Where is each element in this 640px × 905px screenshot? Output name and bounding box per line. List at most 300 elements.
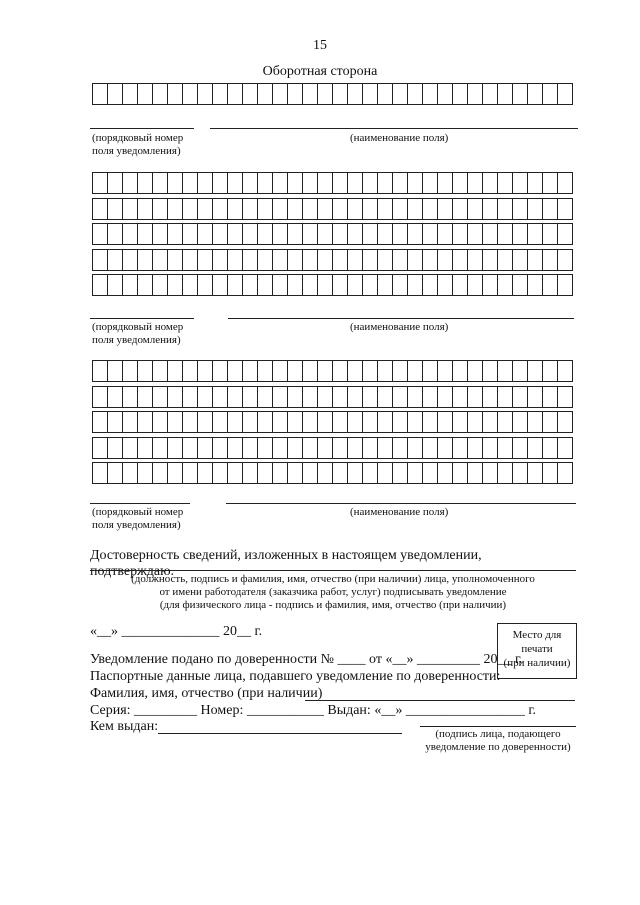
field-cell[interactable] <box>213 84 228 104</box>
field-cell[interactable] <box>543 84 558 104</box>
field-cell[interactable] <box>108 463 123 483</box>
field-cell[interactable] <box>123 412 138 432</box>
field-cell[interactable] <box>258 275 273 295</box>
field-cell[interactable] <box>348 275 363 295</box>
field-cell[interactable] <box>318 463 333 483</box>
field-cell[interactable] <box>258 387 273 407</box>
field-cell[interactable] <box>348 84 363 104</box>
field-cell[interactable] <box>198 438 213 458</box>
field-cell[interactable] <box>183 275 198 295</box>
field-cell[interactable] <box>228 250 243 270</box>
field-cell[interactable] <box>258 361 273 381</box>
field-cell[interactable] <box>468 412 483 432</box>
field-cell[interactable] <box>348 250 363 270</box>
field-cell[interactable] <box>363 275 378 295</box>
field-cell[interactable] <box>213 438 228 458</box>
field-cell[interactable] <box>153 361 168 381</box>
field-cell[interactable] <box>303 224 318 244</box>
field-cell[interactable] <box>393 173 408 193</box>
field-cell[interactable] <box>183 438 198 458</box>
field-cell[interactable] <box>303 438 318 458</box>
field-cell[interactable] <box>93 84 108 104</box>
field-cell[interactable] <box>423 173 438 193</box>
field-cell[interactable] <box>123 250 138 270</box>
field-cell[interactable] <box>138 275 153 295</box>
field-cell[interactable] <box>213 463 228 483</box>
field-cell-row[interactable] <box>92 386 573 408</box>
field-cell[interactable] <box>123 463 138 483</box>
field-cell[interactable] <box>453 224 468 244</box>
field-cell[interactable] <box>468 438 483 458</box>
field-cell[interactable] <box>303 199 318 219</box>
field-cell[interactable] <box>123 438 138 458</box>
field-cell[interactable] <box>393 275 408 295</box>
field-cell[interactable] <box>333 275 348 295</box>
field-cell[interactable] <box>438 361 453 381</box>
field-cell[interactable] <box>318 199 333 219</box>
field-cell[interactable] <box>273 275 288 295</box>
field-cell[interactable] <box>558 250 572 270</box>
field-cell-row[interactable] <box>92 223 573 245</box>
field-cell[interactable] <box>228 438 243 458</box>
field-cell[interactable] <box>528 173 543 193</box>
field-cell[interactable] <box>183 224 198 244</box>
field-cell[interactable] <box>348 387 363 407</box>
field-cell[interactable] <box>243 361 258 381</box>
field-cell[interactable] <box>168 463 183 483</box>
field-cell[interactable] <box>303 387 318 407</box>
field-cell[interactable] <box>528 463 543 483</box>
field-cell[interactable] <box>138 199 153 219</box>
field-cell[interactable] <box>93 275 108 295</box>
field-cell[interactable] <box>513 275 528 295</box>
field-cell[interactable] <box>558 361 572 381</box>
field-cell[interactable] <box>483 438 498 458</box>
field-cell[interactable] <box>483 84 498 104</box>
field-cell[interactable] <box>378 199 393 219</box>
field-cell[interactable] <box>243 412 258 432</box>
field-cell[interactable] <box>138 361 153 381</box>
field-cell[interactable] <box>543 250 558 270</box>
field-cell[interactable] <box>243 173 258 193</box>
field-cell[interactable] <box>513 224 528 244</box>
field-cell[interactable] <box>153 199 168 219</box>
field-cell-row[interactable] <box>92 411 573 433</box>
field-cell[interactable] <box>303 275 318 295</box>
field-cell[interactable] <box>153 412 168 432</box>
field-cell[interactable] <box>138 250 153 270</box>
fio-input-line[interactable] <box>305 700 575 701</box>
field-cell[interactable] <box>318 250 333 270</box>
field-cell[interactable] <box>183 84 198 104</box>
field-cell[interactable] <box>153 173 168 193</box>
field-cell[interactable] <box>318 84 333 104</box>
field-cell[interactable] <box>123 224 138 244</box>
field-cell[interactable] <box>168 275 183 295</box>
field-cell[interactable] <box>123 84 138 104</box>
field-cell[interactable] <box>333 224 348 244</box>
field-cell[interactable] <box>348 361 363 381</box>
field-cell[interactable] <box>273 361 288 381</box>
field-cell[interactable] <box>93 224 108 244</box>
field-cell[interactable] <box>498 250 513 270</box>
field-cell[interactable] <box>243 463 258 483</box>
field-cell[interactable] <box>468 199 483 219</box>
field-cell[interactable] <box>198 250 213 270</box>
field-cell[interactable] <box>168 412 183 432</box>
field-cell[interactable] <box>123 361 138 381</box>
field-cell[interactable] <box>153 387 168 407</box>
field-cell[interactable] <box>108 250 123 270</box>
field-cell[interactable] <box>243 275 258 295</box>
field-cell[interactable] <box>558 84 572 104</box>
field-cell[interactable] <box>468 361 483 381</box>
field-cell[interactable] <box>168 438 183 458</box>
field-cell[interactable] <box>153 275 168 295</box>
field-cell[interactable] <box>543 412 558 432</box>
field-cell[interactable] <box>198 224 213 244</box>
field-cell[interactable] <box>288 463 303 483</box>
field-cell[interactable] <box>438 463 453 483</box>
field-cell[interactable] <box>558 224 572 244</box>
field-cell[interactable] <box>138 84 153 104</box>
field-cell[interactable] <box>558 199 572 219</box>
field-cell[interactable] <box>288 438 303 458</box>
field-cell[interactable] <box>258 250 273 270</box>
field-cell[interactable] <box>108 275 123 295</box>
field-cell[interactable] <box>483 387 498 407</box>
field-cell[interactable] <box>183 199 198 219</box>
field-cell-row[interactable] <box>92 198 573 220</box>
field-cell[interactable] <box>378 438 393 458</box>
field-cell[interactable] <box>333 412 348 432</box>
field-cell[interactable] <box>243 199 258 219</box>
field-cell[interactable] <box>198 463 213 483</box>
field-cell[interactable] <box>213 361 228 381</box>
field-cell[interactable] <box>288 361 303 381</box>
field-cell[interactable] <box>393 199 408 219</box>
field-cell[interactable] <box>408 438 423 458</box>
field-cell[interactable] <box>408 173 423 193</box>
field-cell[interactable] <box>543 387 558 407</box>
field-cell[interactable] <box>228 173 243 193</box>
field-cell[interactable] <box>303 84 318 104</box>
field-cell[interactable] <box>258 412 273 432</box>
field-cell[interactable] <box>408 250 423 270</box>
field-cell[interactable] <box>438 173 453 193</box>
field-cell[interactable] <box>288 84 303 104</box>
field-cell[interactable] <box>108 199 123 219</box>
field-cell[interactable] <box>408 463 423 483</box>
field-cell[interactable] <box>423 224 438 244</box>
field-cell[interactable] <box>423 199 438 219</box>
field-cell[interactable] <box>243 438 258 458</box>
field-cell[interactable] <box>498 224 513 244</box>
field-cell[interactable] <box>558 463 572 483</box>
field-cell[interactable] <box>168 387 183 407</box>
field-cell[interactable] <box>378 250 393 270</box>
field-cell[interactable] <box>333 361 348 381</box>
field-cell[interactable] <box>108 412 123 432</box>
field-cell[interactable] <box>348 412 363 432</box>
field-cell[interactable] <box>213 199 228 219</box>
field-cell[interactable] <box>108 361 123 381</box>
field-cell[interactable] <box>513 250 528 270</box>
field-cell[interactable] <box>453 275 468 295</box>
field-cell[interactable] <box>513 199 528 219</box>
field-cell-row[interactable] <box>92 172 573 194</box>
field-cell[interactable] <box>408 224 423 244</box>
field-cell[interactable] <box>168 84 183 104</box>
field-cell[interactable] <box>153 438 168 458</box>
field-cell[interactable] <box>348 173 363 193</box>
field-cell[interactable] <box>528 199 543 219</box>
field-cell[interactable] <box>273 224 288 244</box>
field-cell-row[interactable] <box>92 249 573 271</box>
field-cell[interactable] <box>528 361 543 381</box>
field-cell[interactable] <box>93 199 108 219</box>
field-cell[interactable] <box>558 173 572 193</box>
field-cell[interactable] <box>423 250 438 270</box>
field-cell[interactable] <box>513 173 528 193</box>
field-cell[interactable] <box>453 173 468 193</box>
field-cell[interactable] <box>333 438 348 458</box>
field-cell[interactable] <box>453 387 468 407</box>
field-cell[interactable] <box>513 438 528 458</box>
field-cell[interactable] <box>93 361 108 381</box>
field-cell[interactable] <box>318 387 333 407</box>
field-cell[interactable] <box>423 84 438 104</box>
proxy-signature-line[interactable] <box>420 726 576 727</box>
field-cell[interactable] <box>108 438 123 458</box>
field-cell[interactable] <box>408 199 423 219</box>
field-cell[interactable] <box>273 173 288 193</box>
field-cell[interactable] <box>423 412 438 432</box>
field-cell[interactable] <box>228 275 243 295</box>
field-cell[interactable] <box>123 199 138 219</box>
field-cell[interactable] <box>378 173 393 193</box>
field-cell[interactable] <box>363 387 378 407</box>
field-cell[interactable] <box>318 412 333 432</box>
field-cell[interactable] <box>483 275 498 295</box>
field-cell[interactable] <box>243 387 258 407</box>
field-cell[interactable] <box>213 224 228 244</box>
field-cell[interactable] <box>543 224 558 244</box>
field-cell[interactable] <box>243 250 258 270</box>
field-cell[interactable] <box>543 173 558 193</box>
field-cell[interactable] <box>483 173 498 193</box>
field-cell[interactable] <box>288 412 303 432</box>
field-cell[interactable] <box>378 412 393 432</box>
field-cell[interactable] <box>258 463 273 483</box>
field-cell[interactable] <box>258 84 273 104</box>
field-cell[interactable] <box>93 438 108 458</box>
field-cell[interactable] <box>153 84 168 104</box>
field-cell[interactable] <box>393 250 408 270</box>
field-cell[interactable] <box>468 463 483 483</box>
field-cell[interactable] <box>543 361 558 381</box>
field-cell[interactable] <box>468 387 483 407</box>
field-cell[interactable] <box>483 412 498 432</box>
field-cell[interactable] <box>498 173 513 193</box>
field-cell[interactable] <box>483 199 498 219</box>
field-cell[interactable] <box>273 438 288 458</box>
field-cell[interactable] <box>513 387 528 407</box>
field-cell[interactable] <box>453 438 468 458</box>
field-cell[interactable] <box>558 412 572 432</box>
field-cell[interactable] <box>213 250 228 270</box>
field-cell[interactable] <box>438 438 453 458</box>
field-cell[interactable] <box>483 361 498 381</box>
field-cell[interactable] <box>528 84 543 104</box>
field-cell[interactable] <box>123 173 138 193</box>
field-cell[interactable] <box>213 412 228 432</box>
field-cell[interactable] <box>258 438 273 458</box>
field-cell[interactable] <box>408 387 423 407</box>
field-cell[interactable] <box>393 387 408 407</box>
field-cell[interactable] <box>138 463 153 483</box>
field-cell[interactable] <box>93 463 108 483</box>
field-cell[interactable] <box>453 412 468 432</box>
field-cell[interactable] <box>228 361 243 381</box>
field-cell[interactable] <box>363 84 378 104</box>
field-cell[interactable] <box>393 224 408 244</box>
field-cell[interactable] <box>273 84 288 104</box>
field-cell[interactable] <box>288 199 303 219</box>
field-cell[interactable] <box>378 224 393 244</box>
field-cell[interactable] <box>318 275 333 295</box>
field-cell[interactable] <box>213 387 228 407</box>
field-cell[interactable] <box>363 438 378 458</box>
field-cell[interactable] <box>183 361 198 381</box>
field-cell[interactable] <box>513 412 528 432</box>
field-cell[interactable] <box>498 361 513 381</box>
field-cell[interactable] <box>333 84 348 104</box>
field-cell[interactable] <box>378 463 393 483</box>
issued-by-input-line[interactable] <box>158 733 402 734</box>
field-cell[interactable] <box>438 412 453 432</box>
field-cell[interactable] <box>153 463 168 483</box>
field-cell[interactable] <box>213 173 228 193</box>
field-cell[interactable] <box>363 250 378 270</box>
proxy-line[interactable]: Уведомление подано по доверенности № ____ от «__» _________ 20__ г. <box>90 652 523 667</box>
field-cell[interactable] <box>333 463 348 483</box>
field-cell[interactable] <box>93 173 108 193</box>
field-cell[interactable] <box>363 199 378 219</box>
field-cell[interactable] <box>423 275 438 295</box>
field-cell-row[interactable] <box>92 462 573 484</box>
field-cell[interactable] <box>93 412 108 432</box>
field-cell[interactable] <box>468 173 483 193</box>
field-cell[interactable] <box>423 463 438 483</box>
field-cell[interactable] <box>258 224 273 244</box>
field-cell[interactable] <box>438 275 453 295</box>
field-cell[interactable] <box>438 199 453 219</box>
field-cell[interactable] <box>243 84 258 104</box>
field-cell[interactable] <box>483 224 498 244</box>
field-cell[interactable] <box>228 224 243 244</box>
field-cell[interactable] <box>273 463 288 483</box>
field-cell[interactable] <box>198 173 213 193</box>
field-cell[interactable] <box>423 387 438 407</box>
field-cell[interactable] <box>93 250 108 270</box>
field-cell[interactable] <box>558 275 572 295</box>
field-cell[interactable] <box>228 412 243 432</box>
field-cell[interactable] <box>558 387 572 407</box>
field-cell[interactable] <box>168 361 183 381</box>
field-cell[interactable] <box>528 224 543 244</box>
field-cell[interactable] <box>168 250 183 270</box>
field-cell[interactable] <box>108 387 123 407</box>
field-cell[interactable] <box>498 199 513 219</box>
field-cell[interactable] <box>468 84 483 104</box>
field-cell[interactable] <box>468 250 483 270</box>
field-cell[interactable] <box>408 84 423 104</box>
field-cell[interactable] <box>183 463 198 483</box>
field-cell[interactable] <box>483 250 498 270</box>
field-cell[interactable] <box>303 463 318 483</box>
field-cell[interactable] <box>183 387 198 407</box>
field-cell[interactable] <box>348 463 363 483</box>
field-cell[interactable] <box>168 199 183 219</box>
field-cell[interactable] <box>363 463 378 483</box>
field-cell[interactable] <box>513 463 528 483</box>
field-cell[interactable] <box>498 463 513 483</box>
field-cell[interactable] <box>363 412 378 432</box>
field-cell[interactable] <box>228 84 243 104</box>
field-cell[interactable] <box>198 275 213 295</box>
field-cell[interactable] <box>198 84 213 104</box>
field-cell[interactable] <box>303 173 318 193</box>
field-cell[interactable] <box>528 250 543 270</box>
field-cell[interactable] <box>318 361 333 381</box>
field-cell-row[interactable] <box>92 83 573 105</box>
field-cell[interactable] <box>198 199 213 219</box>
field-cell[interactable] <box>498 438 513 458</box>
field-cell[interactable] <box>168 173 183 193</box>
field-cell[interactable] <box>453 361 468 381</box>
field-cell[interactable] <box>183 412 198 432</box>
field-cell[interactable] <box>498 412 513 432</box>
field-cell-row[interactable] <box>92 274 573 296</box>
field-cell[interactable] <box>198 412 213 432</box>
field-cell[interactable] <box>303 250 318 270</box>
field-cell[interactable] <box>123 275 138 295</box>
field-cell[interactable] <box>528 438 543 458</box>
field-cell[interactable] <box>498 275 513 295</box>
field-cell[interactable] <box>138 173 153 193</box>
field-cell[interactable] <box>138 224 153 244</box>
field-cell[interactable] <box>138 438 153 458</box>
field-cell[interactable] <box>393 361 408 381</box>
field-cell[interactable] <box>453 199 468 219</box>
field-cell[interactable] <box>393 84 408 104</box>
field-cell[interactable] <box>423 361 438 381</box>
field-cell[interactable] <box>348 224 363 244</box>
series-line[interactable]: Серия: _________ Номер: ___________ Выдан: «__» _________________ г. <box>90 703 536 718</box>
date-line[interactable]: «__» ______________ 20__ г. <box>90 624 263 639</box>
confirmation-signature-line[interactable] <box>90 570 576 571</box>
field-cell[interactable] <box>273 250 288 270</box>
field-cell[interactable] <box>288 387 303 407</box>
field-cell[interactable] <box>438 250 453 270</box>
field-cell[interactable] <box>528 275 543 295</box>
field-cell-row[interactable] <box>92 437 573 459</box>
field-cell[interactable] <box>438 224 453 244</box>
field-cell-row[interactable] <box>92 360 573 382</box>
field-cell[interactable] <box>513 361 528 381</box>
field-cell[interactable] <box>378 361 393 381</box>
